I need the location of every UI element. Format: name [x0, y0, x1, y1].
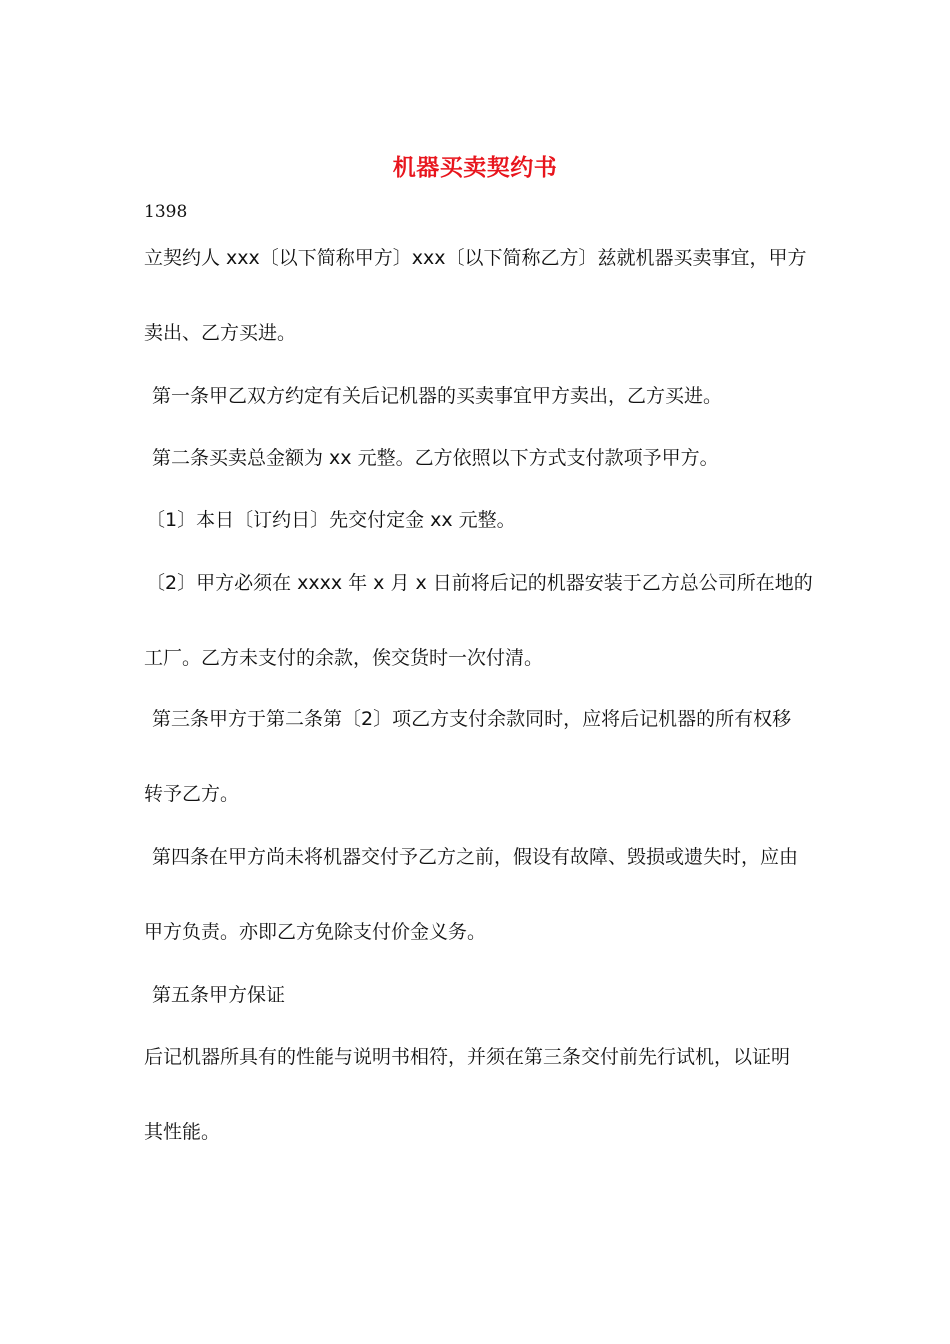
clause-5-line: 第五条甲方保证	[152, 984, 286, 1006]
clause-3-line: 第三条甲方于第二条第〔2〕项乙方支付余款同时，应将后记机器的所有权移	[152, 708, 792, 730]
paragraph-line: 后记机器所具有的性能与说明书相符，并须在第三条交付前先行试机，以证明	[144, 1046, 791, 1068]
paragraph-line: 转予乙方。	[144, 783, 240, 805]
paragraph-line: 立契约人 xxx〔以下简称甲方〕xxx〔以下简称乙方〕兹就机器买卖事宜，甲方	[144, 247, 807, 269]
paragraph-line: 其性能。	[144, 1121, 221, 1143]
clause-4-line: 第四条在甲方尚未将机器交付予乙方之前，假设有故障、毁损或遗失时，应由	[152, 846, 799, 868]
clause-2-item-2: 〔2〕甲方必须在 xxxx 年 x 月 x 日前将后记的机器安装于乙方总公司所在地的	[146, 572, 813, 594]
clause-1-line: 第一条甲乙双方约定有关后记机器的买卖事宜甲方卖出，乙方买进。	[152, 385, 723, 407]
paragraph-line: 工厂。乙方未支付的余款，俟交货时一次付清。	[144, 647, 544, 669]
paragraph-line: 卖出、乙方买进。	[144, 322, 297, 344]
clause-2-line: 第二条买卖总金额为 xx 元整。乙方依照以下方式支付款项予甲方。	[152, 447, 719, 469]
document-code: 1398	[144, 202, 188, 222]
clause-2-item-1: 〔1〕本日〔订约日〕先交付定金 xx 元整。	[146, 509, 516, 531]
document-title: 机器买卖契约书	[392, 155, 558, 181]
paragraph-line: 甲方负责。亦即乙方免除支付价金义务。	[144, 921, 487, 943]
